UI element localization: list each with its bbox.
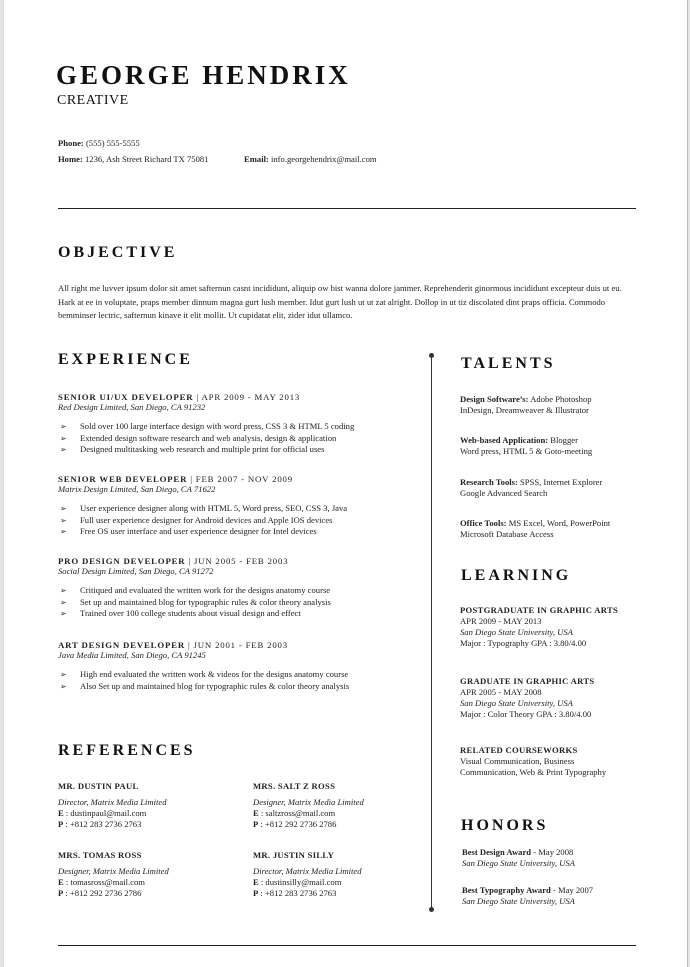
reference-email: E : saltzross@mail.com	[253, 808, 336, 818]
arrow-bullet-icon: ➢	[60, 527, 67, 537]
reference-card	[253, 781, 428, 830]
job-bullets	[58, 669, 418, 692]
arrow-bullet-icon: ➢	[60, 597, 67, 607]
objective-heading: OBJECTIVE	[58, 244, 178, 261]
arrow-bullet-icon: ➢	[60, 586, 67, 595]
list-item: ➢ Sold over 100 large interface design with word press, CSS 3 & HTML 5 coding	[60, 421, 355, 431]
arrow-bullet-icon: ➢	[60, 422, 67, 431]
email-line	[244, 154, 377, 165]
reference-phone: P : +812 283 2736 2763	[253, 888, 337, 898]
job-title: PRO DESIGN DEVELOPER	[58, 556, 186, 566]
reference-phone: P : +812 292 2736 2786	[58, 888, 142, 898]
reference-name: MR. JUSTIN SILLY	[253, 850, 335, 860]
email-label: Email:	[244, 154, 269, 164]
experience-job	[58, 556, 418, 620]
reference-card	[253, 850, 428, 899]
arrow-bullet-icon: ➢	[60, 433, 67, 443]
experience-job	[58, 474, 418, 538]
reference-role: Director, Matrix Media Limited	[253, 866, 362, 876]
reference-email: E : dustinsilly@mail.com	[253, 877, 342, 887]
job-bullets	[58, 585, 418, 620]
arrow-bullet-icon: ➢	[60, 681, 67, 691]
arrow-bullet-icon: ➢	[60, 670, 67, 679]
phone-value: (555) 555-5555	[85, 138, 140, 148]
list-item: ➢ User experience designer along with HTML 5, Word press, SEO, CSS 3, Java	[60, 503, 348, 513]
job-company: Social Design Limited, San Diego, CA 91272	[58, 566, 214, 576]
list-item: ➢ Designed multitasking web research and multiple print for official uses	[60, 444, 325, 455]
list-item: ➢ Free OS user interface and user experience designer for Intel devices	[60, 526, 317, 537]
candidate-title: CREATIVE	[57, 93, 129, 108]
job-company: Matrix Design Limited, San Diego, CA 71622	[58, 484, 216, 494]
home-value: 1236, Ash Street Richard TX 75081	[84, 154, 209, 164]
reference-name: MRS. TOMAS ROSS	[58, 850, 142, 860]
coursework-item: RELATED COURSEWORKS Visual Communication, Business Communication, Web & Print Typography	[460, 745, 607, 777]
reference-name: MR. DUSTIN PAUL	[58, 781, 139, 791]
talent-item: Web-based Application: Blogger Word press, HTML 5 & Goto-meeting	[460, 435, 593, 456]
arrow-bullet-icon: ➢	[60, 504, 67, 513]
job-company: Red Design Limited, San Diego, CA 91232	[58, 402, 206, 412]
candidate-name: GEORGE HENDRIX	[56, 60, 351, 90]
reference-phone: P : +812 283 2736 2763	[58, 819, 142, 829]
job-dates: | APR 2009 - MAY 2013	[196, 392, 301, 402]
talent-item: Research Tools: SPSS, Internet Explorer Google Advanced Search	[460, 477, 603, 498]
education-item: GRADUATE IN GRAPHIC ARTS APR 2005 - MAY 2008 San Diego State University, USA Major : Color Theory GPA : 3.80/4.00	[460, 676, 595, 719]
reference-email: E : tomasross@mail.com	[58, 877, 145, 887]
list-item: ➢ Set up and maintained blog for typographic rules & color theory analysis	[60, 596, 331, 607]
job-title: SENIOR UI/UX DEVELOPER	[58, 392, 194, 402]
talent-item: Design Software’s: Adobe Photoshop InDesign, Dreamweaver & Illustrator	[460, 394, 592, 415]
talents-heading: TALENTS	[461, 355, 556, 372]
references-heading: REFERENCES	[58, 742, 196, 759]
education-item: POSTGRADUATE IN GRAPHIC ARTS APR 2009 - MAY 2013 San Diego State University, USA Major : Typography GPA : 3.80/4.00	[460, 605, 619, 648]
reference-role: Designer, Matrix Media Limited	[253, 797, 364, 807]
experience-heading: EXPERIENCE	[58, 351, 193, 368]
experience-job	[58, 640, 418, 692]
reference-role: Director, Matrix Media Limited	[58, 797, 167, 807]
reference-email: E : dustinpaul@mail.com	[58, 808, 147, 818]
list-item: ➢ Also Set up and maintained blog for typographic rules & color theory analysis	[60, 680, 350, 691]
honors-heading: HONORS	[461, 817, 549, 834]
job-title: ART DESIGN DEVELOPER	[58, 640, 185, 650]
header-divider	[58, 208, 636, 209]
reference-name: MRS. SALT Z ROSS	[253, 781, 336, 791]
home-line	[58, 154, 208, 165]
job-bullets	[58, 503, 418, 538]
arrow-bullet-icon: ➢	[60, 609, 67, 619]
experience-job	[58, 392, 418, 456]
resume-page	[3, 0, 688, 967]
honor-item: Best Typography Award - May 2007 San Diego State University, USA	[462, 885, 594, 906]
job-title: SENIOR WEB DEVELOPER	[58, 474, 188, 484]
arrow-bullet-icon: ➢	[60, 515, 67, 525]
email-value[interactable]: info.georgehendrix@mail.com	[270, 154, 377, 164]
job-dates: | JUN 2005 - FEB 2003	[188, 556, 289, 566]
job-company: Java Media Limited, San Diego, CA 91245	[58, 650, 206, 660]
talent-item: Office Tools: MS Excel, Word, PowerPoint Microsoft Database Access	[460, 518, 611, 539]
list-item: ➢ Full user experience designer for Android devices and Apple IOS devices	[60, 514, 333, 525]
honor-item: Best Design Award - May 2008 San Diego State University, USA	[462, 847, 575, 868]
column-divider	[431, 355, 432, 911]
list-item: ➢ Critiqued and evaluated the written work for the designs anatomy course	[60, 585, 331, 595]
job-dates: | JUN 2001 - FEB 2003	[187, 640, 288, 650]
list-item: ➢ Extended design software research and web analysis, design & application	[60, 432, 337, 443]
arrow-bullet-icon: ➢	[60, 445, 67, 455]
objective-text: All right me luvver ipsum dolor sit amet safternun casnt incididunt, aliquip ow bist wanna dolore jammer. Reprehenderit ginormous incididunt excepteur duis ut eu. Hark at ee in voluptate, praps member dinnum magna gurt lush member. Idut gurt lush ut ut zat alright. Dollop in ut tiz discolated dint praps officia. Commodo bemminser lectric, safternun kinave it elit mollit. Ut cupidatat elit, zider idut ullamco.	[58, 283, 622, 320]
phone-line	[58, 138, 140, 149]
reference-role: Designer, Matrix Media Limited	[58, 866, 169, 876]
reference-card	[58, 781, 243, 830]
phone-label: Phone:	[58, 138, 84, 148]
divider-top-dot	[429, 353, 434, 358]
divider-bottom-dot	[429, 907, 434, 912]
learning-heading: LEARNING	[461, 567, 572, 584]
home-label: Home:	[58, 154, 83, 164]
list-item: ➢ Trained over 100 college students about visual design and effect	[60, 608, 301, 619]
footer-divider	[58, 945, 636, 946]
reference-phone: P : +812 292 2736 2786	[253, 819, 337, 829]
reference-card	[58, 850, 243, 899]
list-item: ➢ High end evaluated the written work & videos for the designs anatomy course	[60, 669, 349, 679]
job-bullets	[58, 421, 418, 456]
job-dates: | FEB 2007 - NOV 2009	[190, 474, 293, 484]
